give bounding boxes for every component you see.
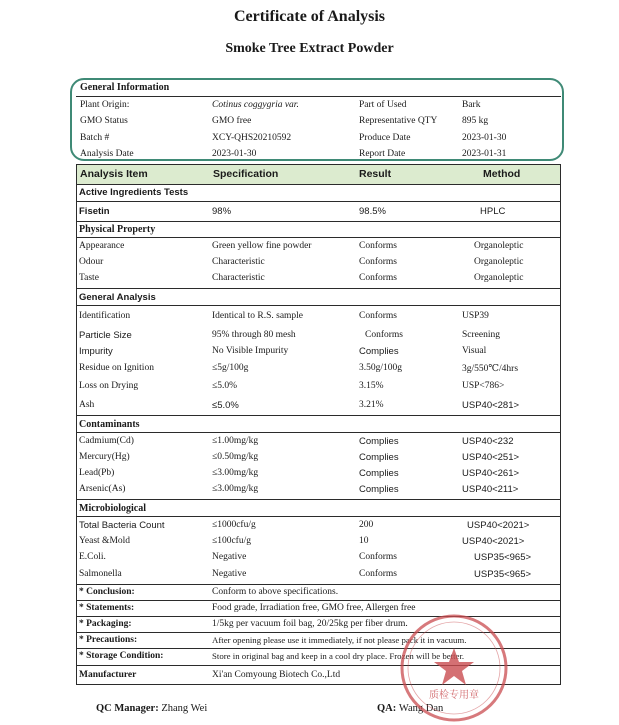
item-method: HPLC [480,206,506,217]
qc-name: Zhang Wei [161,703,208,714]
general-information-heading: General Information [80,82,170,93]
note-text: Food grade, Irradiation free, GMO free, Allergen free [212,603,416,613]
note-text: Conform to above specifications. [212,587,339,597]
item-name: Yeast &Mold [79,536,131,546]
item-name: Ash [79,400,95,410]
item-name: Fisetin [79,206,110,217]
item-result: Conforms [359,257,397,267]
item-result: Complies [359,346,399,357]
section-heading-physical: Physical Property [79,224,156,235]
item-result: Conforms [359,241,397,251]
section-heading-contaminants: Contaminants [79,419,140,430]
item-spec: ≤5g/100g [212,363,249,373]
divider [76,415,561,416]
item-spec: Negative [212,552,247,562]
item-result: 10 [359,536,369,546]
section-heading-active: Active Ingredients Tests [79,187,189,198]
note-label: * Conclusion: [79,587,135,597]
gen-value: 895 kg [462,116,489,126]
item-method: USP40<2021> [467,520,530,531]
item-name: Arsenic(As) [79,484,126,494]
item-spec: Green yellow fine powder [212,241,312,251]
section-heading-general: General Analysis [79,292,156,303]
item-method: USP40<251> [462,452,520,463]
inspection-seal [398,612,510,724]
item-result: Conforms [359,311,397,321]
star-icon [434,648,474,685]
gen-label: Batch # [80,133,110,143]
gen-value: XCY-QHS20210592 [212,133,292,143]
item-name: Impurity [79,346,113,357]
item-name: Loss on Drying [79,381,139,391]
note-text: Store in original bag and keep in a cool dry place. Frozen will be better. [212,651,465,661]
item-result: Complies [359,468,399,479]
item-spec: ≤0.50mg/kg [212,452,259,462]
divider [76,584,561,585]
item-result: Conforms [359,569,397,579]
manufacturer-label: Manufacturer [79,670,137,680]
item-result: 3.50g/100g [359,363,403,373]
note-text: After opening please use it immediately, if not please pack it in vacuum. [212,635,467,645]
item-method: Organoleptic [474,257,524,267]
divider [76,499,561,500]
gen-label: Analysis Date [80,149,134,159]
item-name: Odour [79,257,104,267]
item-method: Visual [462,346,487,356]
note-label: * Storage Condition: [79,651,164,661]
gen-label: Produce Date [359,133,411,143]
item-name: Particle Size [79,330,132,341]
item-method: USP40<2021> [462,536,525,547]
item-result: Complies [359,452,399,463]
item-spec: ≤1.00mg/kg [212,436,259,446]
table-header [76,164,561,185]
item-name: Taste [79,273,99,283]
divider [76,96,561,97]
table-left-border [76,164,77,685]
item-result: Conforms [359,273,397,283]
item-name: Total Bacteria Count [79,520,165,531]
qc-label: QC Manager: [96,703,159,714]
item-spec: No Visible Impurity [212,346,289,356]
divider [76,237,561,238]
note-label: * Statements: [79,603,135,613]
col-specification: Specification [213,168,279,180]
gen-value: 2023-01-30 [462,133,507,143]
item-spec: Negative [212,569,247,579]
item-spec: ≤3.00mg/kg [212,468,259,478]
item-spec: Characteristic [212,257,265,267]
gen-label: Plant Origin: [80,100,130,110]
document-title: Certificate of Analysis [233,8,386,25]
qa-label: QA: [377,703,397,714]
item-method: USP35<965> [474,569,532,580]
item-result: 3.21% [359,400,384,410]
gen-label: Part of Used [359,100,407,110]
section-heading-micro: Microbiological [79,503,147,514]
item-result: Complies [359,436,399,447]
item-method: Organoleptic [474,241,524,251]
item-spec: ≤100cfu/g [212,536,251,546]
gen-value: Bark [462,100,481,110]
divider [76,516,561,517]
item-method: USP<786> [462,381,505,391]
item-method: Organoleptic [474,273,524,283]
qc-manager [96,703,207,714]
gen-label: Report Date [359,149,406,159]
item-spec: 98% [212,206,232,217]
col-analysis-item: Analysis Item [80,168,148,180]
note-text: 1/5kg per vacuum foil bag, 20/25kg per fiber drum. [212,619,408,629]
item-result: Conforms [359,552,397,562]
item-name: Cadmium(Cd) [79,436,134,446]
col-result: Result [359,168,392,180]
item-spec: ≤3.00mg/kg [212,484,259,494]
item-method: Screening [462,330,500,340]
item-result: 98.5% [359,206,386,217]
gen-value: GMO free [212,116,252,126]
gen-label: Representative QTY [359,116,438,126]
gen-value: Cotinus coggygria var. [212,100,299,110]
divider [76,201,561,202]
item-name: Appearance [79,241,125,251]
item-spec: Characteristic [212,273,265,283]
divider [76,432,561,433]
divider [76,305,561,306]
note-label: * Precautions: [79,635,138,645]
item-name: Mercury(Hg) [79,452,130,462]
gen-label: GMO Status [80,116,128,126]
item-method: USP40<232 [462,436,514,447]
gen-value: 2023-01-31 [462,149,507,159]
item-spec: 95% through 80 mesh [212,330,296,340]
item-name: E.Coli. [79,552,106,562]
gen-value: 2023-01-30 [212,149,257,159]
item-method: USP40<281> [462,400,520,411]
item-name: Salmonella [79,569,122,579]
item-method: USP35<965> [474,552,532,563]
item-method: USP40<261> [462,468,520,479]
item-name: Identification [79,311,131,321]
item-result: 3.15% [359,381,384,391]
divider [76,221,561,222]
item-method: USP40<211> [462,484,519,495]
item-method: USP39 [462,311,489,321]
product-name: Smoke Tree Extract Powder [225,41,394,56]
item-spec: ≤5.0% [212,400,239,411]
item-result: Conforms [365,330,403,340]
note-label: * Packaging: [79,619,132,629]
item-spec: ≤5.0% [212,381,238,391]
item-name: Residue on Ignition [79,363,154,373]
item-method: 3g/550℃/4hrs [462,364,519,374]
table-right-border [560,164,561,685]
item-spec: ≤1000cfu/g [212,520,256,530]
qa-name: Wang Dan [398,703,444,714]
divider [76,600,561,601]
item-result: 200 [359,520,374,530]
item-spec: Identical to R.S. sample [212,311,304,321]
seal-text: 质检专用章 [429,690,479,701]
manufacturer-name: Xi'an Comyoung Biotech Co.,Ltd [212,670,341,680]
col-method: Method [483,168,521,180]
item-name: Lead(Pb) [79,468,115,478]
divider [76,288,561,289]
item-result: Complies [359,484,399,495]
